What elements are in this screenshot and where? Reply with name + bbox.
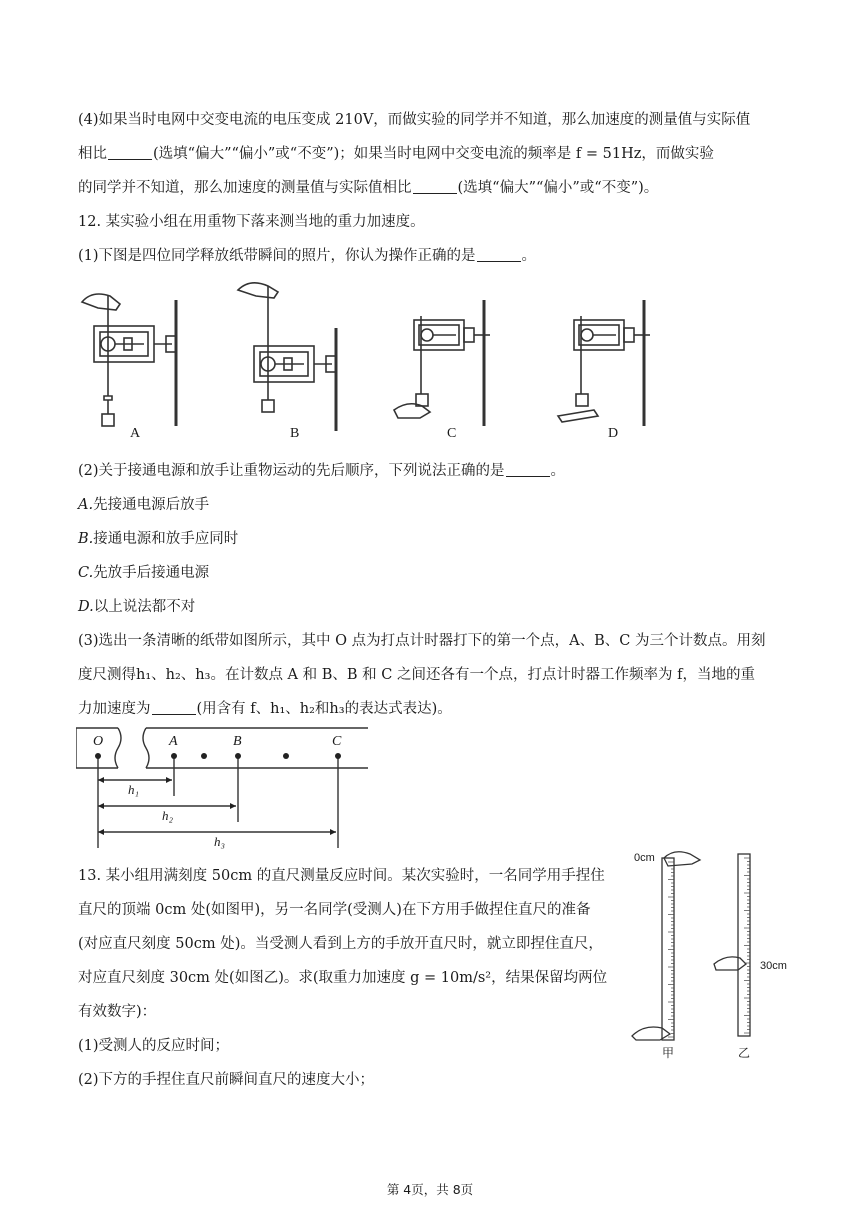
tape-h3: h₃ xyxy=(214,834,226,849)
option-d: D.以上说法都不对 xyxy=(78,599,196,615)
photo-b xyxy=(238,283,336,431)
q12-3-line1: (3)选出一条清晰的纸带如图所示，其中 O 点为打点计时器打下的第一个点，A、B、C 为三个计数点。用刻 xyxy=(78,633,766,649)
tape-point-b: B xyxy=(233,734,242,749)
q12-3-line2: 度尺测得h₁、h₂、h₃。在计数点 A 和 B、B 和 C 之间还各有一个点，打点计时器工作频率为 f，当地的重 xyxy=(78,667,755,683)
q12-2-end: 。 xyxy=(550,463,566,479)
option-c: C.先放手后接通电源 xyxy=(78,565,210,581)
tape-h1: h₁ xyxy=(128,782,140,797)
q12-1 xyxy=(78,246,536,266)
photo-label-b: B xyxy=(290,426,300,441)
tape-point-c: C xyxy=(332,734,342,749)
ruler-30cm-label: 30cm xyxy=(760,960,787,972)
q12-1-text: (1)下图是四位同学释放纸带瞬间的照片，你认为操作正确的是 xyxy=(78,248,476,264)
q12-title: 12. 某实验小组在用重物下落来测当地的重力加速度。 xyxy=(78,214,425,230)
answer-blank xyxy=(506,462,550,477)
q11-4-line3-b: (选填“偏大”“偏小”或“不变”)。 xyxy=(457,180,659,196)
release-photos-figure xyxy=(74,276,654,448)
page-footer: 第 4页，共 8页 xyxy=(386,1182,474,1197)
tape-point-o: O xyxy=(93,734,104,749)
q11-4-line3-a: 的同学并不知道，那么加速度的测量值与实际值相比 xyxy=(78,180,412,196)
q11-4-line1: (4)如果当时电网中交变电流的电压变成 210V，而做实验的同学并不知道，那么加速度的测量值与实际值 xyxy=(78,112,751,128)
q13-sub1: (1)受测人的反应时间； xyxy=(78,1038,230,1054)
q13-line3: (对应直尺刻度 50cm 处)。当受测人看到上方的手放开直尺时，就立即捏住直尺， xyxy=(78,936,603,952)
q12-2-text: (2)关于接通电源和放手让重物运动的先后顺序，下列说法正确的是 xyxy=(78,463,505,479)
photo-c xyxy=(394,300,490,426)
answer-blank xyxy=(152,700,196,715)
tape-point-a: A xyxy=(169,734,178,749)
q13-line5: 有效数字)： xyxy=(78,1004,157,1020)
photo-a xyxy=(82,294,176,426)
q11-4-line2 xyxy=(78,144,714,164)
paper-tape-figure xyxy=(76,724,376,850)
q12-3-line3-a: 力加速度为 xyxy=(78,701,151,717)
ruler-label-jia: 甲 xyxy=(662,1046,675,1060)
answer-blank xyxy=(413,179,457,194)
photo-label-d: D xyxy=(608,426,619,441)
q13-line1: 13. 某小组用满刻度 50cm 的直尺测量反应时间。某次实验时，一名同学用手捏住 xyxy=(78,868,605,884)
photo-label-a: A xyxy=(130,426,141,441)
q11-4-line2-a: 相比 xyxy=(78,146,107,162)
ruler-label-yi: 乙 xyxy=(738,1046,751,1060)
option-b: B.接通电源和放手应同时 xyxy=(78,531,239,547)
q13-line2: 直尺的顶端 0cm 处(如图甲)，另一名同学(受测人)在下方用手做捏住直尺的准备 xyxy=(78,902,591,918)
tape-h2: h₂ xyxy=(162,808,174,823)
q12-3-line3-b: (用含有 f、h₁、h₂和h₃的表达式表达)。 xyxy=(196,701,452,717)
answer-blank xyxy=(477,247,521,262)
option-a: A.先接通电源后放手 xyxy=(78,497,210,513)
q13-line4: 对应直尺刻度 30cm 处(如图乙)。求(取重力加速度 g = 10m/s²，结果保留均两位 xyxy=(78,970,608,986)
q12-2 xyxy=(78,461,565,481)
ruler-figure xyxy=(628,850,808,1060)
q12-1-end: 。 xyxy=(521,248,537,264)
q12-3-line3 xyxy=(78,699,452,719)
answer-blank xyxy=(108,145,152,160)
photo-label-c: C xyxy=(447,426,457,441)
q11-4-line3 xyxy=(78,178,658,198)
q11-4-line2-b: (选填“偏大”“偏小”或“不变”)；如果当时电网中交变电流的频率是 f = 51Hz，而做实验 xyxy=(153,146,714,162)
q13-sub2: (2)下方的手捏住直尺前瞬间直尺的速度大小； xyxy=(78,1072,375,1088)
ruler-0cm-label: 0cm xyxy=(634,852,655,864)
photo-d xyxy=(558,300,650,426)
